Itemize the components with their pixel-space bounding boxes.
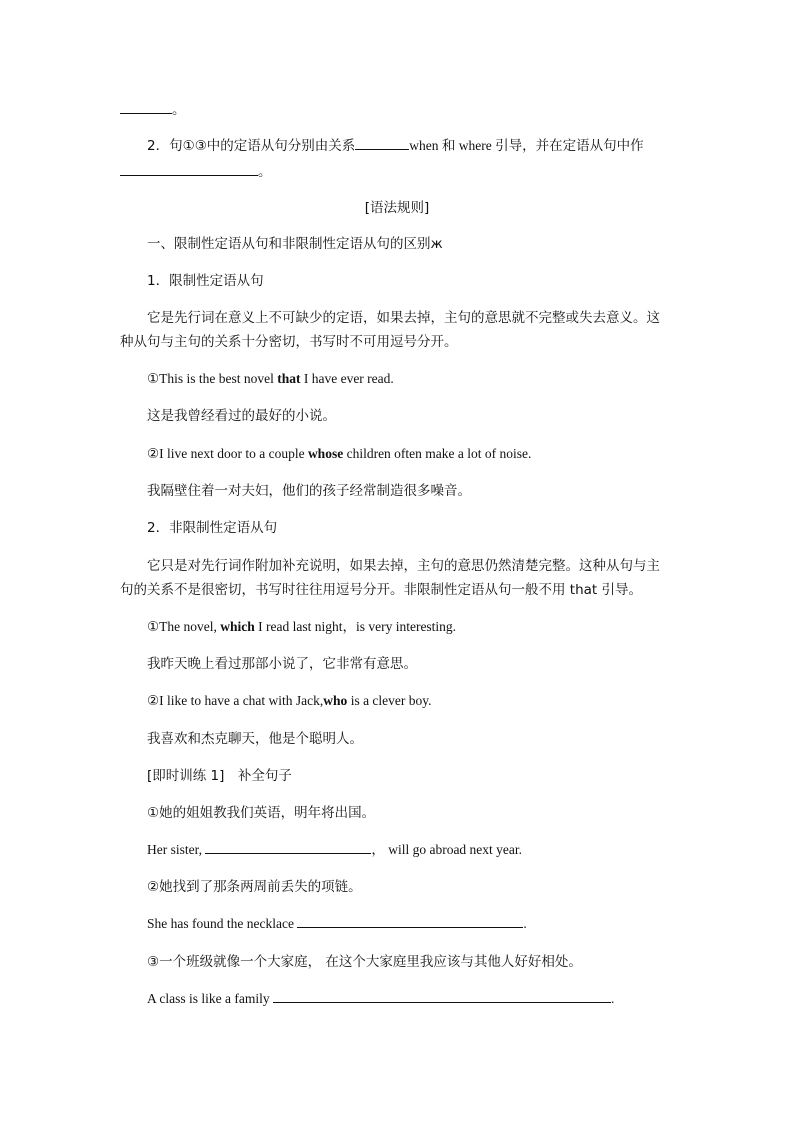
practice-q1-prompt: ①她的姐姐教我们英语，明年将出国。 — [147, 805, 376, 821]
sub1-example-2 — [147, 444, 531, 464]
example-text: I read last night，is very interesting. — [254, 619, 457, 634]
question-2-line1 — [147, 136, 644, 156]
practice-q3-prompt: ③一个班级就像一个大家庭， 在这个大家庭里我应该与其他人好好相处。 — [147, 954, 582, 970]
sub1-example-2-translation: 我隔壁住着一对夫妇，他们的孩子经常制造很多噪音。 — [147, 483, 471, 499]
answer-suffix: . — [610, 991, 615, 1006]
answer-blank[interactable] — [273, 989, 611, 1003]
practice-q3-answer-line — [147, 989, 614, 1009]
sub2-desc-line1: 它只是对先行词作附加补充说明，如果去掉，主句的意思仍然清楚完整。这种从句与主 — [147, 558, 660, 574]
q2-text-part1: 2．句①③中的定语从句分别由关系 — [147, 138, 356, 154]
answer-prefix: She has found the necklace — [147, 916, 298, 931]
answer-suffix: ， will go abroad next year. — [371, 842, 523, 857]
heading-1 — [147, 234, 443, 254]
answer-prefix: A class is like a family — [147, 991, 273, 1006]
sub1-example-1 — [147, 369, 394, 389]
sub1-desc-line1: 它是先行词在意义上不可缺少的定语，如果去掉，主句的意思就不完整或失去意义。这 — [147, 310, 660, 326]
answer-blank[interactable] — [120, 162, 258, 176]
question-2-line2 — [120, 162, 272, 182]
sub2-example-1 — [147, 617, 456, 637]
answer-blank[interactable] — [205, 840, 371, 854]
top-suffix: 。 — [172, 102, 186, 118]
example-text: ①The novel, — [147, 619, 221, 634]
section-title: [语法规则] — [364, 200, 430, 216]
answer-suffix: . — [523, 916, 527, 931]
example-text: ②I live next door to a couple — [147, 446, 308, 461]
practice-q2-prompt: ②她找到了那条两周前丢失的项链。 — [147, 879, 362, 895]
relative-word: that — [277, 371, 301, 386]
sub1-desc-line2: 种从句与主句的关系十分密切，书写时不可用逗号分开。 — [120, 334, 458, 350]
top-answer-line — [120, 100, 186, 120]
example-text: is a clever boy. — [347, 693, 432, 708]
sub2-example-2 — [147, 691, 432, 711]
example-text: I have ever read. — [300, 371, 394, 386]
sub2-example-1-translation: 我昨天晚上看过那部小说了，它非常有意思。 — [147, 656, 417, 672]
heading-1-text: 一、限制性定语从句和非限制性定语从句的区别 — [147, 236, 431, 252]
practice-q1-answer-line — [147, 840, 522, 860]
answer-prefix: Her sister, — [147, 842, 206, 857]
sub2-title: 2．非限制性定语从句 — [147, 520, 278, 536]
heading-1-tail: ж — [430, 236, 443, 252]
answer-blank[interactable] — [355, 136, 409, 150]
relative-word: whose — [307, 446, 344, 461]
example-text: ②I like to have a chat with Jack, — [147, 693, 324, 708]
sub1-example-1-translation: 这是我曾经看过的最好的小说。 — [147, 408, 336, 424]
q2-suffix: 。 — [258, 164, 272, 180]
practice-title: [即时训练 1] 补全句子 — [147, 768, 292, 784]
answer-blank[interactable] — [297, 914, 523, 928]
sub1-title: 1．限制性定语从句 — [147, 273, 264, 289]
answer-blank[interactable] — [120, 100, 172, 114]
practice-q2-answer-line — [147, 914, 527, 934]
sub2-desc-line2: 句的关系不是很密切，书写时往往用逗号分开。非限制性定语从句一般不用 that 引导。 — [120, 582, 642, 598]
example-text: ①This is the best novel — [147, 371, 278, 386]
q2-text-part2: when 和 where 引导，并在定语从句中作 — [409, 138, 644, 153]
relative-word: who — [323, 693, 348, 708]
relative-word: which — [220, 619, 255, 634]
example-text: children often make a lot of noise. — [343, 446, 532, 461]
sub2-example-2-translation: 我喜欢和杰克聊天，他是个聪明人。 — [147, 731, 363, 747]
